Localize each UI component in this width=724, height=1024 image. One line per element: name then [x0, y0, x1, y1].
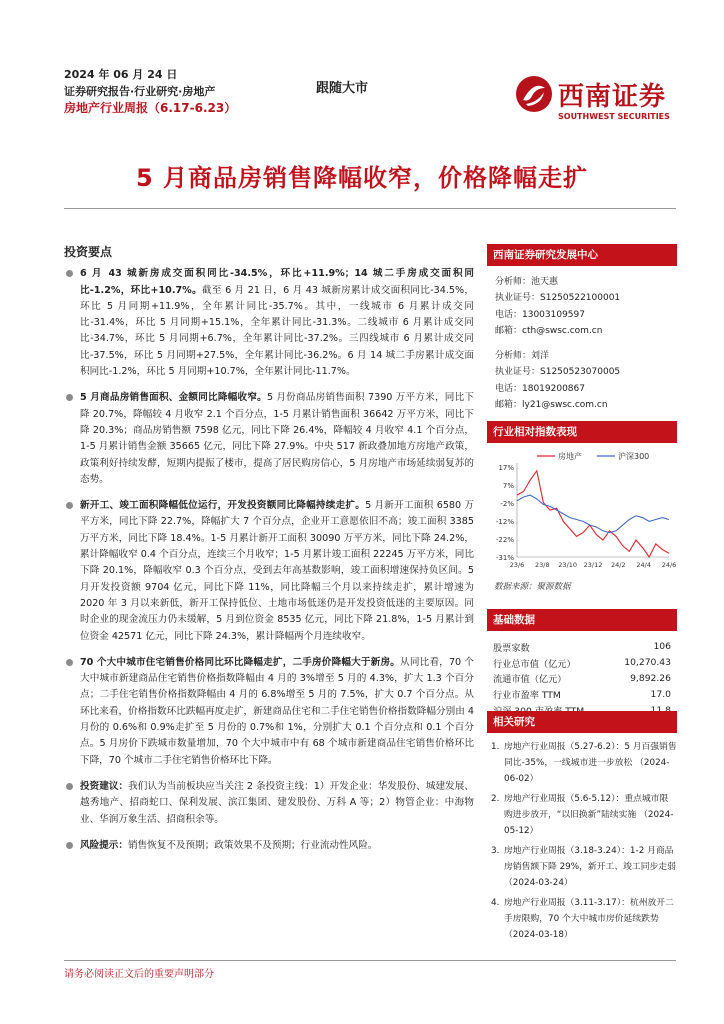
bullet-icon [66, 270, 73, 277]
analyst-email[interactable]: 邮箱：cth@swsc.com.cn [495, 325, 603, 336]
related-report-text: 房地产行业周报（3.11-3.17）：杭州放开二手房限购，70 个大中城市房价延续跌势 （2024-03-18） [504, 898, 674, 940]
key-point-body: 我们认为当前板块应当关注 2 条投资主线：1）开发企业：华发股份、城建发展、越秀地产、招商蛇口、保利发展、滨江集团、建发股份、万科 A 等；2）物管企业：中海物业、华润万象生活、招商积余等。 [80, 780, 474, 825]
chart-source: 数据来源：聚源数据 [494, 582, 571, 592]
bullet-icon [66, 502, 73, 509]
key-point-body: 销售恢复不及预期；政策效果不及预期；行业流动性风险。 [127, 839, 378, 851]
analyst-name: 分析师：池天惠 [495, 277, 559, 287]
analyst-license: 执业证号：S1250523070005 [495, 367, 621, 378]
key-point-body: 5 月份商品房销售面积 7390 万平方米，同比下降 20.7%，降幅较 4 月收窄 2.1 个百分点，1-5 月累计销售面积 36642 万平方米，同比下降 20.3%；商品房销售额 7598 亿元，同比下降 26.4%，降幅较 4 月收窄 4.1 个百分点，1-5 月累计销售金额 35665 亿元，同比下降 27.9%。中央 517 新政叠加地方房地产政策，政策利好持续发酵，短期内提振了楼市，提高了居民购房信心，5 月房地产市场延续弱复苏的态势。 [80, 392, 474, 485]
report-date: 2024 年 06 月 24 日 [64, 68, 178, 81]
related-report-text: 房地产行业周报（5.6-5.12）：重点城市限购进步放开，“以旧换新”陆续实施 （2024-05-12） [504, 794, 674, 836]
y-tick-label: -2% [500, 500, 514, 508]
key-point [64, 266, 474, 380]
key-data-table [493, 639, 671, 718]
key-data-label: 流通市值（亿元） [493, 674, 567, 686]
bullet-icon [66, 394, 73, 401]
x-tick-label: 24/2 [611, 561, 626, 569]
title-divider [64, 208, 676, 209]
related-report-item[interactable] [491, 895, 677, 943]
y-tick-label: 7% [502, 482, 514, 490]
key-data-row [493, 639, 671, 655]
key-data-row [493, 686, 671, 702]
logo-text-en: SOUTHWEST SECURITIES [558, 112, 670, 121]
key-data-value: 10,270.43 [624, 657, 671, 669]
key-data-value: 17.0 [650, 688, 671, 700]
logo-text-cn: 西南证券 [558, 82, 667, 112]
key-point-body: 5 月新开工面积 6580 万平方米，同比下降 22.7%，降幅扩大 7 个百分点，企业开工意愿依旧不高；竣工面积 3385 万平方米，同比下降 18.4%。1-5 月累计新开工面积 30090 万平方米，同比下降 24.2%，累计降幅收窄 0.4 个百分点，连续三个月收窄；1-5 月累计竣工面积 22245 万平方米，同比下降 20.1%，降幅收窄 0.3 个百分点，受到去年高基数影响，竣工面积增速保持负区间。5 月开发投资额 9704 亿元，同比下降 11%，同比降幅三个月以来持续走扩，累计增速为 2020 年 3 月以来新低，新开工保持低位、土地市场低迷仍是开发投资低迷的主要原因。同时企业的现金流压力仍未缓解，5 月到位资金 8535 亿元，同比下降 21.8%，1-5 月累计到位资金 42571 亿元，同比下降 24.3%，累计降幅两个月连续收窄。 [80, 500, 475, 642]
related-research-panel [487, 711, 677, 947]
series-line-property [517, 471, 669, 557]
y-tick-label: -31% [495, 554, 514, 562]
x-tick-label: 23/10 [558, 561, 578, 569]
key-data-row [493, 671, 671, 687]
key-point-lead: 风险提示： [80, 839, 128, 851]
key-point [64, 838, 474, 854]
y-tick-label: -12% [495, 518, 514, 526]
related-report-text: 房地产行业周报（3.18-3.24）：1-2 月商品房销售额下降 29%，新开工、竣工同步走弱 （2024-03-24） [504, 846, 676, 888]
key-point [64, 779, 474, 828]
key-data-label: 股票家数 [493, 642, 530, 654]
key-data-header: 基础数据 [487, 609, 677, 631]
key-point-lead: 投资建议： [80, 780, 129, 792]
footer-divider [64, 960, 676, 961]
report-meta [64, 66, 236, 117]
key-point [64, 390, 474, 488]
company-logo [514, 70, 674, 130]
related-report-number: 1. [491, 742, 500, 752]
analyst-email[interactable]: 邮箱：ly21@swsc.com.cn [495, 400, 608, 411]
related-research-header: 相关研究 [487, 711, 677, 733]
analyst-name: 分析师：刘洋 [495, 351, 550, 362]
section-heading: 投资要点 [64, 245, 113, 259]
related-report-item[interactable] [491, 843, 677, 891]
y-tick-label: 17% [498, 464, 514, 472]
relative-index-chart [487, 445, 677, 575]
report-name: 房地产行业周报（6.17-6.23） [64, 101, 237, 115]
bullet-icon [66, 659, 73, 666]
related-research-list [491, 739, 677, 943]
analyst-panel [487, 244, 677, 413]
bullet-icon [66, 842, 73, 849]
rating: 跟随大市 [316, 81, 369, 96]
index-chart-panel [487, 421, 677, 443]
related-report-text: 房地产行业周报（5.27-6.2）：5 月百强销售同比-35%，一线城市进一步放松 （2024-06-02） [504, 742, 677, 784]
analyst-phone: 电话：18019200867 [495, 383, 585, 394]
legend-label: 房地产 [558, 452, 582, 461]
key-point [64, 498, 474, 645]
bullet-icon [66, 783, 73, 790]
key-data-value: 9,892.26 [630, 672, 671, 684]
y-tick-label: -22% [495, 536, 514, 544]
related-report-item[interactable] [491, 791, 677, 839]
related-report-number: 2. [491, 794, 500, 804]
analyst-phone: 电话：13003109597 [495, 309, 585, 320]
x-tick-label: 23/8 [535, 561, 550, 569]
x-tick-label: 24/4 [636, 561, 651, 569]
index-chart-header: 行业相对指数表现 [487, 421, 677, 443]
key-point-lead: 5 月商品房销售面积、金额同比降幅收窄。 [80, 392, 267, 404]
analyst-panel-header: 西南证券研究发展中心 [487, 244, 677, 266]
key-point-lead: 70 个大中城市住宅销售价格同比环比降幅走扩，二手房价降幅大于新房。 [80, 656, 401, 668]
key-data-panel [487, 609, 677, 718]
logo-mark-icon [514, 74, 554, 114]
key-data-value: 106 [653, 641, 671, 653]
series-line-csi300 [517, 495, 669, 532]
report-title: 5 月商品房销售降幅收窄，价格降幅走扩 [135, 164, 589, 192]
key-point-lead: 6 月 43 城新房成交面积同比-34.5%，环比+11.9%；14 城二手房成交面积同比-1.2%，环比+10.7%。 [80, 268, 474, 296]
footer-disclaimer[interactable]: 请务必阅读正文后的重要声明部分 [64, 969, 214, 980]
key-data-label: 行业总市值（亿元） [493, 658, 576, 670]
related-report-item[interactable] [491, 739, 677, 787]
legend-label: 沪深300 [618, 452, 650, 461]
report-category: 证券研究报告·行业研究·房地产 [64, 85, 216, 98]
analyst-license: 执业证号：S1250522100001 [495, 293, 621, 304]
x-tick-label: 23/6 [509, 561, 525, 569]
key-point-body: 截至 6 月 21 日，6 月 43 城新房累计成交面积同比-34.5%，环比 5 月同期+11.9%，全年累计同比-35.7%。其中，一线城市 6 月累计成交同比-31.4%，环比 5 月同期+15.1%，全年累计同比-31.3%。二线城市 6 月累计成交同比-34.7%，环比 5 月同期+6.7%，全年累计同比-37.2%。三四线城市 6 月累计成交同比-37.5%，环比 5 月同期+27.5%，全年累计同比-36.2%。6 月 14 城二手房累计成交面积同比-1.2%，环比 5 月同期+10.7%，全年累计同比-11.7%。 [80, 284, 474, 378]
related-report-number: 4. [491, 898, 500, 908]
key-point-lead: 新开工、竣工面积降幅低位运行，开发投资额同比降幅持续走扩。 [80, 500, 366, 512]
x-tick-label: 24/6 [661, 561, 677, 569]
related-report-number: 3. [491, 846, 500, 856]
key-point-body: 从同比看，70 个大中城市新建商品住宅销售价格指数降幅由 4 月的 3%增至 5 月的 4.3%，扩大 1.3 个百分点；二手住宅销售价格指数降幅由 4 月的 6.8%增至 5 月的 7.5%，扩大 0.7 个百分点。从环比来看，价格指数环比跌幅再度走扩，新建商品住宅和二手住宅销售价格指数降幅分别由 4 月份的 0.6%和 0.9%走扩至 5 月份的 0.7%和 1%，分别扩大 0.1 个百分点和 0.1 个百分点。5 月房价下跌城市数量增加，70 个大中城市中有 68 个城市新建商品住宅销售价格环比下降，70 个城市二手住宅销售价格环比下降。 [80, 656, 474, 766]
key-data-label: 行业市盈率 TTM [493, 690, 561, 702]
x-tick-label: 23/12 [583, 561, 603, 569]
key-point [64, 655, 474, 769]
key-data-row [493, 655, 671, 671]
main-content [64, 244, 474, 864]
